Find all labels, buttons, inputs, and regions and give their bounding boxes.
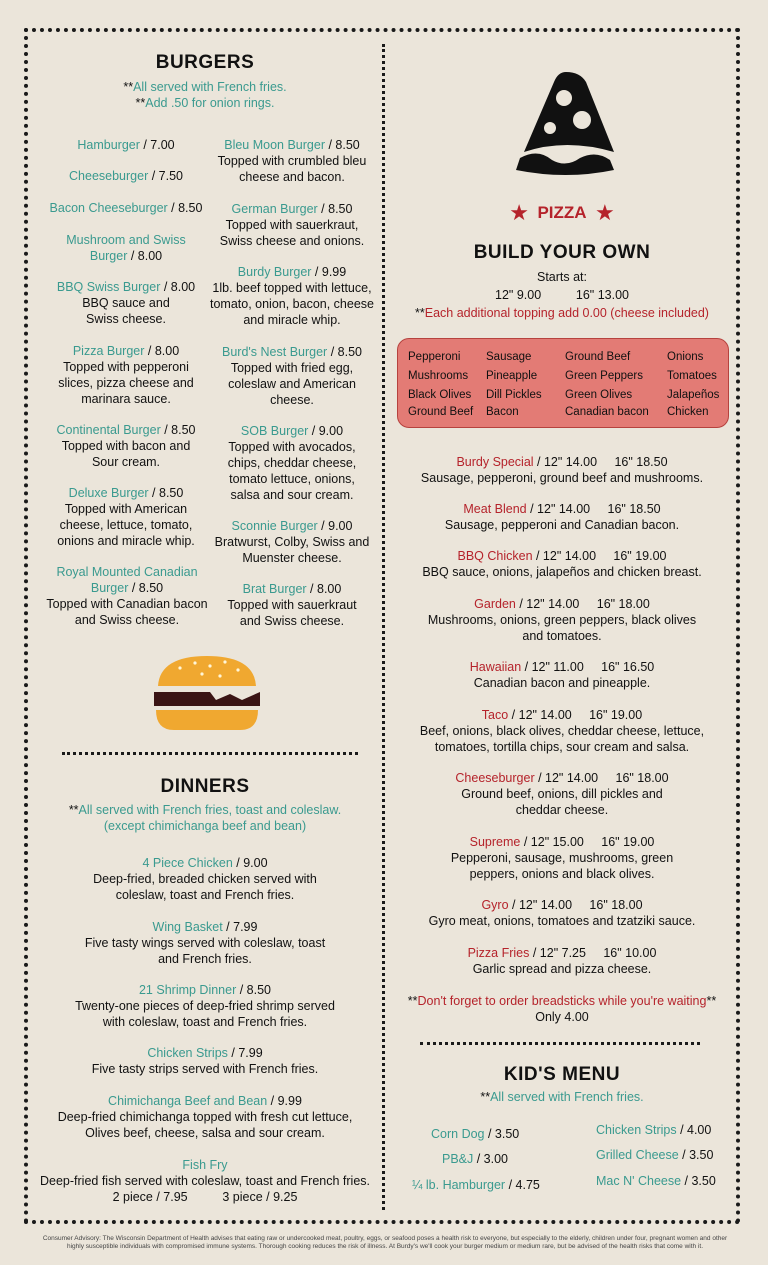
- pizza-label: ★ PIZZA ★: [509, 200, 615, 225]
- menu-item: Pizza Burger / 8.00 Topped with pepperoni slices, pizza cheese and marinara sauce.: [58, 344, 194, 406]
- kids-header: [400, 1064, 724, 1105]
- pizza-special: Hawaiian / 12" 11.00 16" 16.50 Canadian bacon and pineapple.: [469, 660, 655, 690]
- menu-item: Cheeseburger / 7.50: [69, 169, 183, 183]
- menu-item: Chicken Strips / 7.99 Five tasty strips served with French fries.: [91, 1046, 319, 1076]
- build-your-own: BUILD YOUR OWN Starts at: 12" 9.00 16" 13.00 **Each additional topping add 0.00 (cheese included): [400, 242, 724, 321]
- section-divider: [62, 752, 358, 755]
- pizza-special: Pizza Fries / 12" 7.25 16" 10.00 Garlic spread and pizza cheese.: [467, 946, 657, 976]
- kids-title: KID'S MENU: [503, 1064, 621, 1085]
- menu-item: Hamburger / 7.00: [77, 138, 175, 152]
- dinners-header: [40, 776, 370, 834]
- pizza-special: BBQ Chicken / 12" 14.00 16" 19.00 BBQ sauce, onions, jalapeños and chicken breast.: [422, 549, 702, 579]
- burgers-note-2: **Add .50 for onion rings.: [135, 96, 275, 110]
- dinners-note-2: (except chimichanga beef and bean): [103, 819, 307, 833]
- burgers-note-1: **All served with French fries.: [123, 80, 287, 94]
- burgers-title: BURGERS: [155, 52, 255, 73]
- pizza-special: Supreme / 12" 15.00 16" 19.00 Pepperoni, sausage, mushrooms, green peppers, onions and black olives.: [450, 835, 674, 881]
- kids-item: Chicken Strips / 4.00: [596, 1123, 712, 1137]
- pizza-special: Meat Blend / 12" 14.00 16" 18.50 Sausage, pepperoni and Canadian bacon.: [444, 502, 680, 532]
- pizza-special: Garden / 12" 14.00 16" 18.00 Mushrooms, onions, green peppers, black olives and tomatoes.: [427, 597, 697, 643]
- menu-item: Sconnie Burger / 9.00 Bratwurst, Colby, Swiss and Muenster cheese.: [214, 519, 370, 565]
- menu-item: Brat Burger / 8.00 Topped with sauerkraut and Swiss cheese.: [227, 582, 357, 628]
- menu-item: SOB Burger / 9.00 Topped with avocados, chips, cheddar cheese, tomato lettuce, onions, salsa and sour cream.: [227, 424, 357, 502]
- star-icon: ★: [595, 200, 615, 225]
- burger-icon: [150, 654, 264, 732]
- star-icon: ★: [509, 200, 529, 225]
- pizza-special: Cheeseburger / 12" 14.00 16" 18.00 Ground beef, onions, dill pickles and cheddar cheese.: [455, 771, 669, 817]
- menu-item: Burd's Nest Burger / 8.50 Topped with fried egg, coleslaw and American cheese.: [222, 345, 362, 407]
- pizza-special: Gyro / 12" 14.00 16" 18.00 Gyro meat, onions, tomatoes and tzatziki sauce.: [428, 898, 696, 928]
- menu-item: Wing Basket / 7.99 Five tasty wings served with coleslaw, toast and French fries.: [84, 920, 326, 966]
- column-divider: [382, 44, 385, 1210]
- menu-item: Mushroom and Swiss Burger / 8.00: [66, 233, 186, 263]
- menu-item: BBQ Swiss Burger / 8.00 BBQ sauce and Swiss cheese.: [56, 280, 196, 326]
- menu-item: Chimichanga Beef and Bean / 9.99 Deep-fried chimichanga topped with fresh cut lettuce, Olives beef, cheese, salsa and sour cream.: [57, 1094, 353, 1140]
- menu-item: 21 Shrimp Dinner / 8.50 Twenty-one pieces of deep-fried shrimp served with coleslaw, toast and French fries.: [75, 983, 335, 1029]
- kids-item: Grilled Cheese / 3.50: [596, 1148, 714, 1162]
- pizza-special: Taco / 12" 14.00 16" 19.00 Beef, onions, black olives, cheddar cheese, lettuce, tomatoes, tortilla chips, sour cream and salsa.: [419, 708, 705, 754]
- menu-item: Burdy Burger / 9.99 1lb. beef topped with lettuce, tomato, onion, bacon, cheese and miracle whip.: [209, 265, 374, 327]
- menu-item: 4 Piece Chicken / 9.00 Deep-fried, breaded chicken served with coleslaw, toast and French fries.: [93, 856, 317, 902]
- kids-item: Corn Dog / 3.50: [431, 1127, 520, 1141]
- kids-item: Mac N' Cheese / 3.50: [596, 1174, 716, 1188]
- menu-item: German Burger / 8.50 Topped with sauerkraut, Swiss cheese and onions.: [219, 202, 365, 248]
- build-your-own-title: BUILD YOUR OWN: [473, 242, 651, 263]
- section-divider: [420, 1042, 700, 1045]
- kids-note: **All served with French fries.: [480, 1090, 644, 1104]
- burgers-header: [40, 52, 370, 111]
- dinners-note-1: **All served with French fries, toast and coleslaw.: [68, 803, 342, 817]
- menu-item: Continental Burger / 8.50 Topped with bacon and Sour cream.: [56, 423, 196, 469]
- consumer-advisory: Consumer Advisory: The Wisconsin Department of Health advises that eating raw or undercooked meat, poultry, eggs, or seafood poses a health risk to everyone, but especially to the elderly, children under four, pregnant women and other highly susceptible individuals with compromised immune systems. Thorough cooking reduces the risk of illness. At Burdy's we'll cook your burger medium or medium rare, but be advised of the health risks that come with it.: [42, 1235, 728, 1250]
- kids-item: ¼ lb. Hamburger / 4.75: [412, 1178, 540, 1192]
- dinners-title: DINNERS: [160, 776, 250, 797]
- menu-item: Bleu Moon Burger / 8.50 Topped with crumbled bleu cheese and bacon.: [217, 138, 367, 184]
- breadsticks-note: **Don't forget to order breadsticks while you're waiting** Only 4.00: [407, 994, 717, 1024]
- kids-item: PB&J / 3.00: [442, 1152, 509, 1166]
- menu-item: Bacon Cheeseburger / 8.50: [49, 201, 203, 215]
- toppings-box: Pepperoni Sausage Ground Beef Onions Mushrooms Pineapple Green Peppers Tomatoes Black Olives Dill Pickles Green Olives Jalapeños Ground Beef Bacon Canadian bacon Chicken: [397, 338, 729, 428]
- pizza-slice-icon: [506, 68, 620, 180]
- menu-item: Royal Mounted Canadian Burger / 8.50 Topped with Canadian bacon and Swiss cheese.: [46, 565, 208, 627]
- menu-item: Fish Fry Deep-fried fish served with coleslaw, toast and French fries. 2 piece / 7.95 3 piece / 9.25: [39, 1158, 370, 1204]
- menu-item: Deluxe Burger / 8.50 Topped with American cheese, lettuce, tomato, onions and miracle whip.: [57, 486, 195, 548]
- pizza-special: Burdy Special / 12" 14.00 16" 18.50 Sausage, pepperoni, ground beef and mushrooms.: [420, 455, 704, 485]
